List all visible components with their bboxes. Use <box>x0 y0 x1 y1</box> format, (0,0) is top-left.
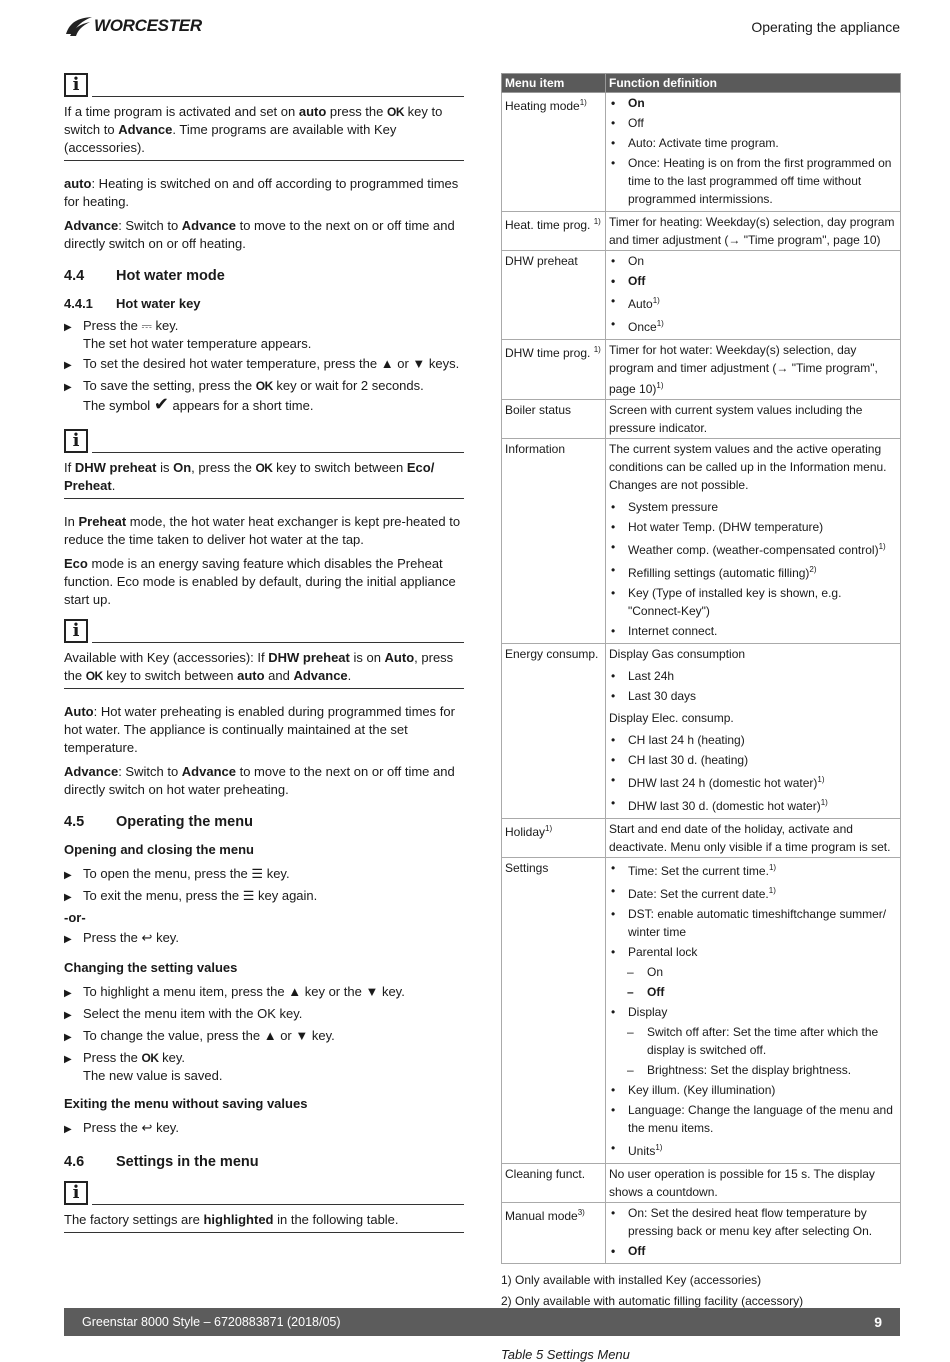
table-row: Heat. time prog. $^{1)}$ Timer for heating: Weekday(s) selection, day program and timer adjustment (→ "Time program", page 10) <box>502 212 901 251</box>
section-heading: 4.6 Settings in the menu <box>64 1154 259 1170</box>
step: ▶ To exit the menu, press the ☰ key again. <box>64 888 318 903</box>
info-note: i If DHW preheat is On, press the OK key to switch between Eco/ Preheat. <box>64 429 464 499</box>
table-row: DHW preheat • On • Off • Auto$^{1)}$ • Once$^{1)}$ <box>502 251 901 340</box>
subheading: Opening and closing the menu <box>64 842 254 857</box>
step: ▶ To open the menu, press the ☰ key. <box>64 866 290 881</box>
tap-icon: ⎓ <box>141 318 152 333</box>
step: ▶ To highlight a menu item, press the ▲ key or the ▼ key. <box>64 984 405 999</box>
paragraph: auto: Heating is switched on and off according to programmed times for heating. <box>64 176 459 209</box>
settings-menu-table <box>501 73 901 1264</box>
table-row: Holiday$^{1)}$ Start and end date of the holiday, activate and deactivate. Menu only visible if a time program is set. <box>502 819 901 858</box>
subheading: Changing the setting values <box>64 960 238 975</box>
or-separator: -or- <box>64 910 86 925</box>
step: ▶ To set the desired hot water temperature, press the ▲ or ▼ keys. <box>64 356 460 371</box>
info-note: i If a time program is activated and set on auto press the OK key to switch to Advance. Time programs are available with Key (accessories). <box>64 73 464 161</box>
table-row: Energy consump. Display Gas consumption • Last 24h • Last 30 days Display Elec. consump. • CH last 24 h (heating) • CH last 30 d. (heating) • DHW last 24 h (domestic hot water)$^{1)}$ • DHW last 30 d. (domestic hot water)$^{1)}$ <box>502 644 901 819</box>
down-arrow-icon: ▼ <box>412 356 426 371</box>
paragraph: Advance: Switch to Advance to move to the next on or off time and directly switch on hot water preheating. <box>64 764 455 797</box>
left-column <box>64 73 464 1247</box>
up-arrow-icon: ▲ <box>380 356 394 371</box>
info-icon: i <box>64 73 88 97</box>
back-icon: ↩ <box>141 1120 153 1135</box>
page-footer <box>64 1308 900 1336</box>
up-arrow-icon: ▲ <box>263 1028 277 1043</box>
menu-icon: ☰ <box>242 888 255 903</box>
table-caption: Table 5 Settings Menu <box>501 1347 630 1362</box>
section-heading: 4.4 Hot water mode <box>64 268 225 284</box>
paragraph: Advance: Switch to Advance to move to the next on or off time and directly switch on or off heating. <box>64 218 455 251</box>
back-icon: ↩ <box>141 930 153 945</box>
step: ▶ Press the ↩ key. <box>64 930 179 945</box>
info-note: i The factory settings are highlighted in the following table. <box>64 1181 464 1233</box>
worcester-flame-icon <box>64 14 94 38</box>
info-note: i Available with Key (accessories): If DHW preheat is on Auto, press the OK key to switch between auto and Advance. <box>64 619 464 689</box>
brand-logo <box>64 12 202 40</box>
paragraph: Eco mode is an energy saving feature which disables the Preheat function. Eco mode is enabled by default, during the initial appliance start up. <box>64 556 456 607</box>
table-row: Heating mode$^{1)}$ • On • Off • Auto: Activate time program. • Once: Heating is on from the first programmed on time to the last programmed off time without programmed intermissions. <box>502 93 901 212</box>
paragraph: In Preheat mode, the hot water heat exchanger is kept pre-heated to reduce the time taken to deliver hot water at the tap. <box>64 514 461 547</box>
table-header: Menu item Function definition <box>502 74 901 93</box>
section-title: Operating the appliance <box>751 19 900 35</box>
right-column <box>501 73 901 1362</box>
step: ▶ Press the OK key. The new value is saved. <box>64 1050 223 1083</box>
paragraph: Auto: Hot water preheating is enabled during programmed times for hot water. The appliance is continually maintained at the set temperature. <box>64 704 455 755</box>
subsection-heading: 4.4.1 Hot water key <box>64 296 201 311</box>
step: ▶ Press the ↩ key. <box>64 1120 179 1135</box>
up-arrow-icon: ▲ <box>288 984 302 999</box>
info-icon: i <box>64 619 88 643</box>
table-row: Information The current system values and the active operating conditions can be called up in the Information menu. Changes are not possible. • System pressure • Hot water Temp. (DHW temperature) • Weather comp. (weather-compensated control)$^{1)}$ • Refilling settings (automatic filling)$^{2)}$ • Key (Type of installed key is shown, e.g. "Connect-Key") • Internet connect. <box>502 439 901 644</box>
logo-text: WORCESTER <box>94 16 202 35</box>
step: ▶ To change the value, press the ▲ or ▼ key. <box>64 1028 335 1043</box>
step: ▶ Select the menu item with the OK key. <box>64 1006 303 1021</box>
down-arrow-icon: ▼ <box>295 1028 309 1043</box>
section-heading: 4.5 Operating the menu <box>64 814 253 830</box>
step: ▶ To save the setting, press the OK key or wait for 2 seconds. The symbol ✔ appears for a short time. <box>64 378 424 414</box>
table-row: DHW time prog. $^{1)}$ Timer for hot water: Weekday(s) selection, day program and timer adjustment (→ "Time program", page 10)$^{1)}$ <box>502 340 901 400</box>
subheading: Exiting the menu without saving values <box>64 1096 308 1111</box>
down-arrow-icon: ▼ <box>365 984 379 999</box>
info-icon: i <box>64 429 88 453</box>
step: ▶ Press the ⎓ key. The set hot water temperature appears. <box>64 318 312 351</box>
table-row: Settings • Time: Set the current time.$^{1)}$ • Date: Set the current date.$^{1)}$ • DST: enable automatic timeshiftchange summer/ winter time • Parental lock – On – Off • Display – Switch off after: Set the time after which the display is switched off. – Brightness: Set the display brightness. • Key illum. (Key illumination) • Language: Change the language of the menu and the menu items. • Units$^{1)}$ <box>502 858 901 1164</box>
footnotes: 1) Only available with installed Key (accessories) 2) Only available with automatic filling facility (accessory) <box>501 1273 804 1308</box>
info-icon: i <box>64 1181 88 1205</box>
footer-doc-id: Greenstar 8000 Style – 6720883871 (2018/05) <box>82 1315 341 1329</box>
checkmark-icon: ✔ <box>153 394 169 414</box>
table-row: Manual mode$^{3)}$ • On: Set the desired heat flow temperature by pressing back or menu key after selecting On. • Off <box>502 1203 901 1264</box>
table-row: Boiler status Screen with current system values including the pressure indicator. <box>502 400 901 439</box>
menu-icon: ☰ <box>251 866 264 881</box>
table-row: Cleaning funct. No user operation is possible for 15 s. The display shows a countdown. <box>502 1164 901 1203</box>
page-number: 9 <box>874 1314 882 1330</box>
